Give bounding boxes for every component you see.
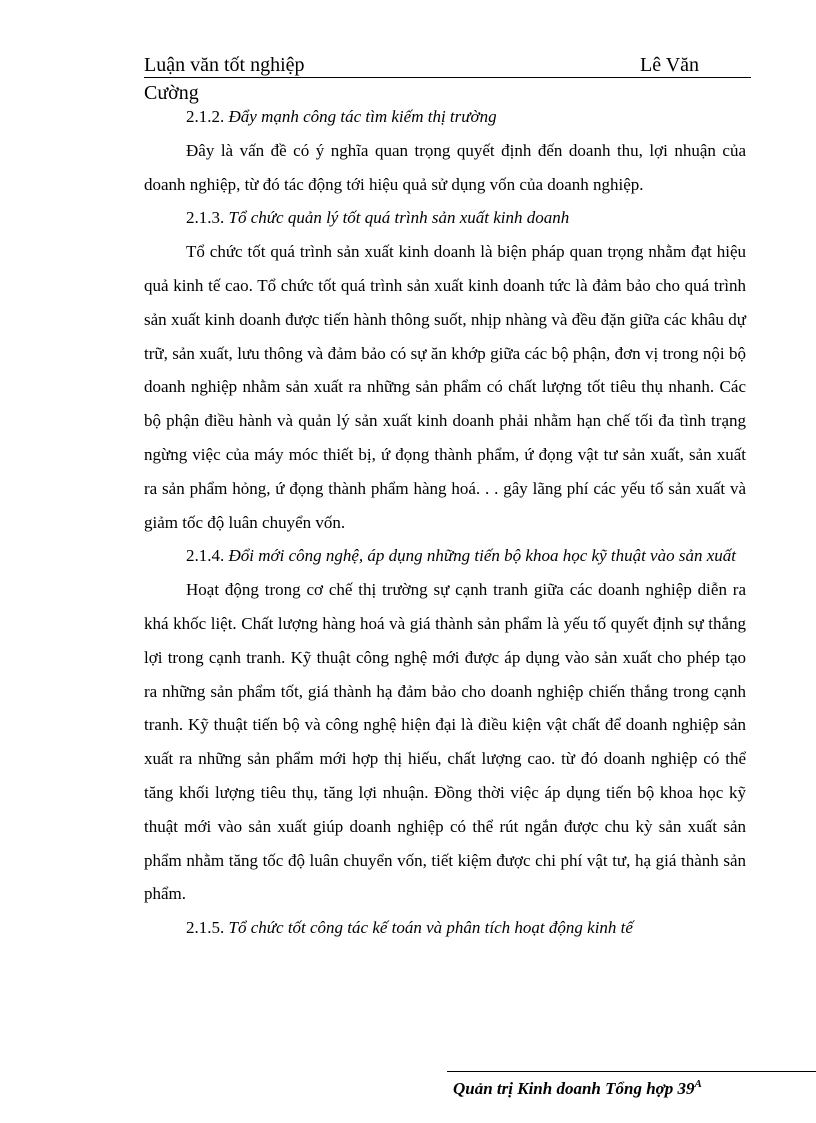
section-number: 2.1.2. (186, 107, 225, 126)
footer-label (453, 1073, 702, 1100)
section-number: 2.1.5. (186, 918, 225, 938)
section-number: 2.1.3. (186, 208, 225, 228)
paragraph: Hoạt động trong cơ chế thị trường sự cạnh tranh giữa các doanh nghiệp diễn ra khá khốc liệt. Chất lượng hàng hoá và giá thành sản phẩm là yếu tố quyết định sự thắng lợi trong cạnh tranh. Kỹ thuật công nghệ mới được áp dụng vào sản xuất cho phép tạo ra những sản phẩm tốt, giá thành hạ đảm bảo cho doanh nghiệp chiến thắng trong cạnh tranh. Kỹ thuật tiến bộ và công nghệ hiện đại là điều kiện vật chất để doanh nghiệp sản xuất ra những sản phẩm mới hợp thị hiếu, chất lượng cao. từ đó doanh nghiệp có thể tăng khối lượng tiêu thụ, tăng lợi nhuận. Đồng thời việc áp dụng tiến bộ khoa học kỹ thuật mới vào sản xuất giúp doanh nghiệp có thể rút ngắn được chu kỳ sản xuất sản phẩm nhằm tăng tốc độ luân chuyển vốn, tiết kiệm được chi phí vật tư, hạ giá thành sản phẩm. (144, 580, 746, 904)
footer-superscript: A (694, 1078, 702, 1090)
section-heading-2-1-2 (144, 100, 746, 134)
author-name-continued: Cường (144, 82, 199, 104)
paragraph: Tổ chức tốt quá trình sản xuất kinh doanh là biện pháp quan trọng nhằm đạt hiệu quả kinh tế cao. Tổ chức tốt quá trình sản xuất kinh doanh tức là đảm bảo cho quá trình sản xuất kinh doanh được tiến hành thông suốt, nhịp nhàng và đều đặn giữa các khâu dự trữ, sản xuất, lưu thông và đảm bảo có sự ăn khớp giữa các bộ phận, đơn vị trong nội bộ doanh nghiệp nhằm sản xuất ra những sản phẩm có chất lượng tốt tiêu thụ nhanh. Các bộ phận điều hành và quản lý sản xuất kinh doanh phải nhằm hạn chế tối đa tình trạng ngừng việc của máy móc thiết bị, ứ đọng thành phẩm, ứ đọng vật tư sản xuất, sản xuất ra sản phẩm hỏng, ứ đọng thành phẩm hàng hoá. . . gây lãng phí các yếu tố sản xuất và giảm tốc độ luân chuyển vốn. (144, 242, 746, 532)
section-heading-2-1-3 (144, 201, 746, 235)
section-title: Đẩy mạnh công tác tìm kiếm thị trường (228, 107, 497, 126)
section-number: 2.1.4. (186, 546, 225, 566)
footer-text: Quản trị Kinh doanh Tổng hợp 39 (453, 1079, 695, 1098)
section-title: Tổ chức tốt công tác kế toán và phân tích hoạt động kinh tế (228, 918, 633, 938)
footer-divider (447, 1071, 816, 1072)
thesis-title: Luận văn tốt nghiệp (144, 54, 305, 76)
section-title: Tổ chức quản lý tốt quá trình sản xuất kinh doanh (228, 208, 570, 228)
section-title: Đổi mới công nghệ, áp dụng những tiến bộ khoa học kỹ thuật vào sản xuất (228, 546, 736, 566)
author-name: Lê Văn (640, 54, 700, 76)
document-body (144, 100, 746, 945)
section-heading-2-1-4 (144, 539, 746, 573)
header-divider (144, 77, 751, 78)
section-heading-2-1-5 (144, 911, 746, 945)
paragraph: Đây là vấn đề có ý nghĩa quan trọng quyết định đến doanh thu, lợi nhuận của doanh nghiệp, từ đó tác động tới hiệu quả sử dụng vốn của doanh nghiệp. (144, 140, 746, 194)
